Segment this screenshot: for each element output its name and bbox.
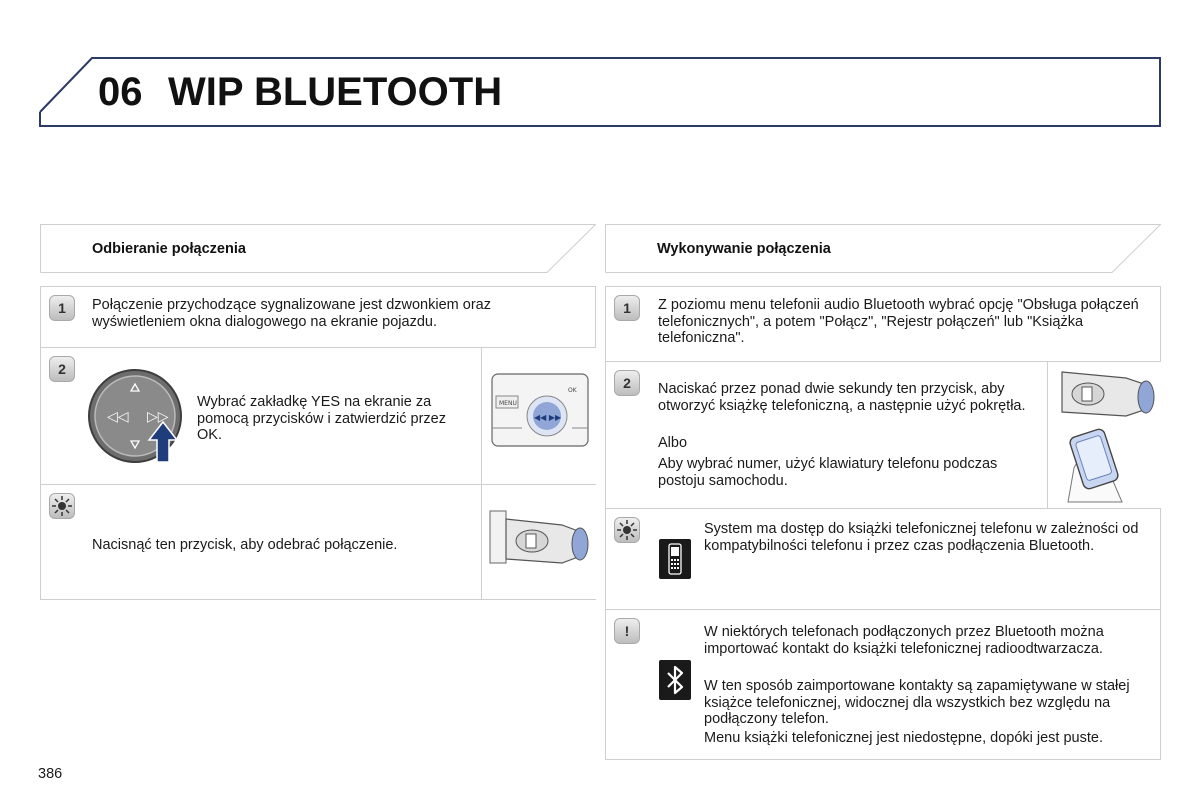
- navigation-dial-icon: [87, 368, 187, 468]
- step-text: Wybrać zakładkę YES na ekranie za pomocą przycisków i zatwierdzić przez OK.: [197, 394, 446, 443]
- step-3: [40, 485, 596, 600]
- step-text-a: Naciskać przez ponad dwie sekundy ten przycisk, aby otworzyć książkę telefoniczną, a następnie użyć pokrętła.: [658, 381, 1026, 414]
- step-text: System ma dostęp do książki telefonicznej telefonu w zależności od kompatybilności telefonu i przez czas podłączenia Bluetooth.: [704, 521, 1139, 554]
- svg-text:◀◀ ▶▶: ◀◀ ▶▶: [534, 413, 562, 422]
- light-bulb-icon: [614, 517, 640, 543]
- mobile-phone-icon: [659, 539, 691, 579]
- ok-key-label: OK: [568, 387, 577, 394]
- section-header: [40, 224, 596, 272]
- step-1: [605, 286, 1161, 362]
- radio-panel-image: [481, 348, 596, 484]
- steering-stalk-image: [481, 485, 596, 599]
- step-badge: 2: [49, 356, 75, 382]
- step-text-c: Aby wybrać numer, użyć klawiatury telefonu podczas postoju samochodu.: [658, 456, 998, 489]
- warning-badge: !: [614, 618, 640, 644]
- step-text: Nacisnąć ten przycisk, aby odebrać połączenie.: [92, 537, 398, 553]
- step-2: [605, 362, 1161, 509]
- stalk-and-phone-image: [1047, 362, 1161, 508]
- step-text: Z poziomu menu telefonii audio Bluetooth wybrać opcję "Obsługa połączeń telefonicznych", a potem "Połącz", "Rejestr połączeń" lub "Książka telefoniczna".: [658, 297, 1139, 346]
- steering-stalk-icon: [482, 485, 597, 599]
- menu-key-label: MENU: [499, 400, 517, 407]
- svg-text:◁◁: ◁◁: [107, 409, 129, 425]
- step-text-b: W ten sposób zaimportowane kontakty są zapamiętywane w stałej książce telefonicznej, widocznej dla wszystkich bez względu na podłączony telefon.: [704, 678, 1130, 727]
- section-title: Odbieranie połączenia: [92, 241, 246, 257]
- step-3: [605, 509, 1161, 610]
- step-text: Połączenie przychodzące sygnalizowane jest dzwonkiem oraz wyświetleniem okna dialogowego na ekranie pojazdu.: [92, 297, 491, 330]
- section-title: Wykonywanie połączenia: [657, 241, 831, 257]
- page-number: 386: [38, 766, 63, 782]
- stalk-and-phone-icon: [1048, 362, 1162, 508]
- light-bulb-icon: [49, 493, 75, 519]
- chapter-title: WIP BLUETOOTH: [168, 70, 503, 114]
- step-text-a: W niektórych telefonach podłączonych przez Bluetooth można importować kontakt do książki telefonicznej radioodtwarzacza.: [704, 624, 1104, 657]
- step-badge: 1: [49, 295, 75, 321]
- step-badge: 2: [614, 370, 640, 396]
- making-call-section: [605, 224, 1161, 760]
- step-text-c: Menu książki telefonicznej jest niedostępne, dopóki jest puste.: [704, 730, 1103, 746]
- step-2: [40, 348, 596, 485]
- step-1: [40, 286, 596, 348]
- chapter-number: 06: [98, 70, 143, 114]
- chapter-header: [0, 0, 1200, 140]
- bluetooth-icon: [659, 660, 691, 700]
- step-badge: 1: [614, 295, 640, 321]
- radio-control-panel-icon: [482, 348, 597, 484]
- receiving-call-section: [40, 224, 596, 600]
- step-4: [605, 610, 1161, 760]
- svg-text:▷▷: ▷▷: [147, 409, 169, 425]
- step-text-b: Albo: [658, 435, 688, 451]
- section-header: [605, 224, 1161, 272]
